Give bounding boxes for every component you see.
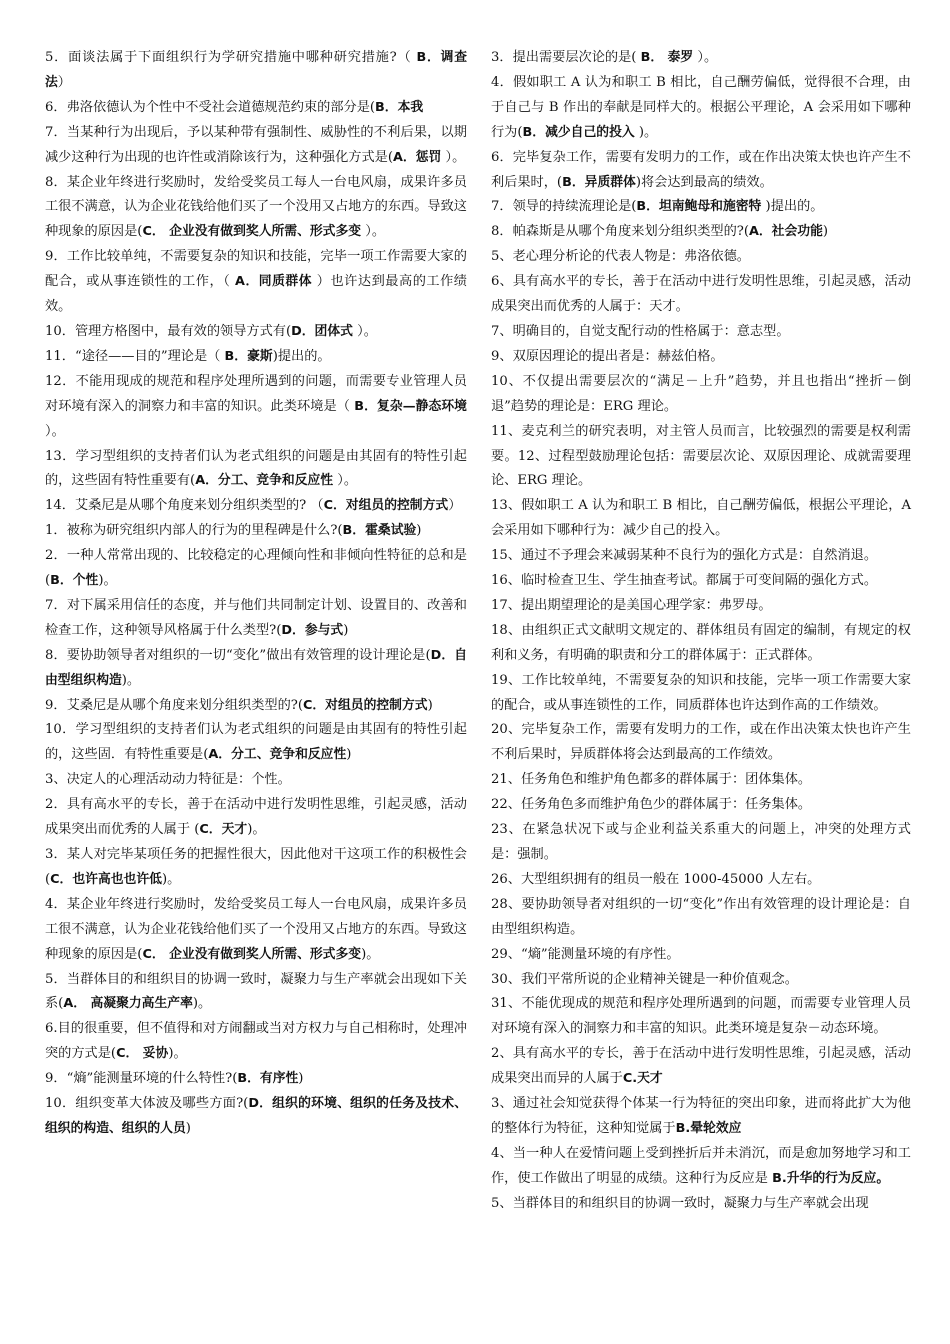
answer-text: A．分工、竞争和反应性	[195, 473, 334, 489]
question-text: 8．某企业年终进行奖励时，发给受奖员工每人一台电风扇，成果许多员工很不满意，认为企业花钱给他们买了一个没用又占地方的东西。导致这种现象的原因是(	[45, 174, 467, 240]
question-text: 5、当群体目的和组织目的协调一致时，凝聚力与生产率就会出现	[491, 1195, 869, 1211]
question-text: 29、“熵”能测量环境的有序性。	[491, 946, 680, 962]
question-tail: ）。	[693, 50, 718, 65]
answer-text: B． 泰罗	[640, 50, 694, 65]
question-item	[45, 718, 467, 768]
question-tail: )	[427, 697, 433, 713]
question-item	[491, 1042, 911, 1092]
answer-text: A． 高凝聚力高生产率	[63, 996, 193, 1012]
question-item	[491, 619, 911, 669]
question-item	[45, 968, 467, 1018]
question-item	[491, 345, 911, 370]
question-item	[491, 1092, 911, 1142]
question-text: 9．“熵”能测量环境的什么特性?(	[45, 1071, 238, 1087]
question-tail: ）。	[45, 423, 65, 439]
answer-text: B.晕轮效应	[675, 1120, 742, 1136]
question-text: 10．学习型组织的支持者们认为老式组织的问题是由其固有的特性引起的，这些固．有特性重要是(	[45, 722, 467, 763]
question-tail: )提出的。	[761, 199, 824, 215]
question-text: 30、我们平常所说的企业精神关键是一种价值观念。	[491, 971, 798, 987]
question-text: 11．“途径——目的”理论是（	[45, 348, 225, 364]
question-tail: ）。	[352, 323, 377, 339]
left-column	[45, 46, 467, 1142]
question-text: 17、提出期望理论的是美国心理学家：弗罗母。	[491, 597, 772, 613]
question-text: 7、明确目的，自觉支配行动的性格属于：意志型。	[491, 323, 790, 339]
question-item	[491, 768, 911, 793]
answer-text: B．豪斯	[224, 348, 273, 364]
question-tail: )。	[161, 871, 181, 887]
question-item	[491, 1192, 911, 1217]
question-text: 10．组织变革大体波及哪些方面?(	[45, 1096, 249, 1112]
question-text: 13、假如职工 A 认为和职工 B 相比，自己酬劳偏低，根据公平理论，A 会采用如下哪种行为：减少自己的投入。	[491, 498, 911, 539]
question-item	[45, 96, 467, 121]
right-column	[491, 46, 911, 1217]
answer-text: D．参与式	[281, 622, 344, 638]
question-text: 7．领导的持续流理论是(	[491, 199, 637, 215]
question-text: 3、通过社会知觉获得个体某一行为特征的突出印象，进而将此扩大为他的整体行为特征，这种知觉属于	[491, 1096, 911, 1136]
question-tail: )。	[361, 946, 380, 962]
question-text: 3．某人对完毕某项任务的把握性很大，因此他对干这项工作的积极性会(	[45, 847, 467, 887]
question-tail: )	[416, 523, 422, 539]
question-tail: )。	[634, 124, 658, 140]
answer-text: B.升华的行为反应。	[772, 1170, 890, 1186]
answer-text: B．有序性	[237, 1071, 299, 1087]
question-text: 6．完毕复杂工作，需要有发明力的工作，或在作出决策太快也许产生不利后果时，(	[491, 149, 911, 190]
answer-text: D．组织的环境、组织的任务及技术、组织的构造、组织的人员	[45, 1096, 468, 1136]
question-item	[45, 893, 467, 968]
question-item	[491, 669, 911, 719]
question-item	[45, 445, 467, 495]
question-item	[491, 494, 911, 544]
question-text: 6、具有高水平的专长，善于在活动中进行发明性思维，引起灵感，活动成果突出而优秀的人属于：天才。	[491, 274, 911, 315]
question-item	[45, 768, 467, 793]
question-text: 10．管理方格图中，最有效的领导方式有(	[45, 323, 292, 339]
question-tail: ）也许达到最高的工作绩效。	[45, 274, 467, 315]
question-item	[45, 594, 467, 644]
question-tail: )提出的。	[272, 348, 331, 364]
question-text: 11、麦克利兰的研究表明，对主管人员而言，比较强烈的需要是权利需要。12、过程型鼓励理论包括：需要层次论、双原因理论、成就需要理论、ERG 理论。	[491, 423, 911, 489]
answer-text: A．惩罚	[393, 149, 442, 165]
question-text: 18、由组织正式文献明文规定的、群体组员有固定的编制，有规定的权利和义务，有明确的职责和分工的群体属于：正式群体。	[491, 622, 911, 663]
answer-text: C．对组员的控制方式	[302, 697, 428, 713]
question-item	[491, 320, 911, 345]
question-item	[45, 544, 467, 594]
question-item	[45, 644, 467, 694]
question-text: 9、双原因理论的提出者是：赫兹伯格。	[491, 348, 724, 364]
answer-text: A．分工、竞争和反应性	[208, 747, 347, 763]
question-text: 14．艾桑尼是从哪个角度来划分组织类型的? （	[45, 498, 324, 514]
question-text: 8．帕森斯是从哪个角度来划分组织类型的?(	[491, 224, 749, 240]
question-text: 4．某企业年终进行奖励时，发给受奖员工每人一台电风扇，成果许多员工很不满意，认为企业花钱给他们买了一个没用又占地方的东西。导致这种现象的原因是(	[45, 896, 467, 962]
answer-text: C．对组员的控制方式	[323, 498, 449, 514]
question-text: 12．不能用现成的规范和程序处理所遇到的问题，而需要专业管理人员对环境有深入的洞察力和丰富的知识。此类环境是（	[45, 373, 467, 414]
question-item	[45, 1067, 467, 1092]
question-item	[491, 793, 911, 818]
question-tail: )。	[168, 1046, 187, 1062]
answer-text: B．个性	[50, 573, 99, 589]
question-item	[45, 793, 467, 843]
question-text: 16、临时检查卫生、学生抽查考试。都属于可变间隔的强化方式。	[491, 573, 878, 589]
question-item	[491, 46, 911, 71]
question-text: 2、具有高水平的专长，善于在活动中进行发明性思维，引起灵感，活动成果突出而异的人属于	[491, 1046, 911, 1087]
question-item	[45, 843, 467, 893]
question-text: 7．对下属采用信任的态度，并与他们共同制定计划、设置目的、改善和检查工作，这种领导风格属于什么类型?(	[45, 597, 467, 638]
question-item	[491, 220, 911, 245]
question-text: 5．当群体目的和组织目的协调一致时，凝聚力与生产率就会出现如下关系(	[45, 971, 467, 1012]
question-text: 20、完毕复杂工作，需要有发明力的工作，或在作出决策太快也许产生不利后果时，异质群体将会达到最高的工作绩效。	[491, 722, 911, 763]
question-text: 1．被称为研究组织内部人的行为的里程碑是什么?(	[45, 523, 343, 539]
answer-text: C．也许高也也许低	[50, 871, 162, 887]
question-tail: ）。	[333, 473, 358, 489]
question-item	[491, 594, 911, 619]
question-text: 28、要协助领导者对组织的一切“变化”作出有效管理的设计理论是：自由型组织构造。	[491, 896, 911, 937]
question-tail: )	[822, 224, 829, 240]
answer-text: B．坦南鲍母和施密特	[636, 199, 762, 215]
question-item	[45, 46, 467, 96]
question-tail: )	[346, 747, 352, 763]
question-item	[491, 569, 911, 594]
answer-text: B．复杂—静态环境	[354, 398, 467, 414]
answer-text: D．团体式	[291, 323, 353, 339]
question-text: 22、任务角色多而维护角色少的群体属于：任务集体。	[491, 797, 812, 813]
question-text: 5、老心理分析论的代表人物是：弗洛依德。	[491, 249, 750, 265]
question-text: 9．艾桑尼是从哪个角度来划分组织类型的?(	[45, 697, 303, 713]
answer-text: C． 企业没有做到奖人所需、形式多变	[142, 224, 362, 240]
question-item	[491, 71, 911, 146]
question-item	[45, 245, 467, 320]
question-tail: )。	[192, 996, 212, 1012]
question-item	[45, 320, 467, 345]
answer-text: D．自由型组织构造	[45, 647, 467, 688]
question-text: 6.目的很重要，但不值得和对方闹翻或当对方权力与自己相称时，处理冲突的方式是(	[45, 1021, 467, 1062]
question-text: 8．要协助领导者对组织的一切“变化”做出有效管理的设计理论是(	[45, 647, 431, 663]
question-tail: )。	[98, 573, 117, 589]
question-text: 19、工作比较单纯，不需要复杂的知识和技能，完毕一项工作需要大家的配合，或从事连锁性的工作，同质群体也许达到作高的工作绩效。	[491, 672, 911, 713]
question-tail: )	[185, 1120, 191, 1136]
answer-text: C．天才	[199, 822, 248, 838]
question-text: 23、在紧急状况下或与企业利益关系重大的问题上，冲突的处理方式是：强制。	[491, 822, 911, 862]
question-item	[491, 146, 911, 196]
question-item	[491, 893, 911, 943]
question-item	[491, 420, 911, 495]
question-item	[45, 345, 467, 370]
question-item	[491, 270, 911, 320]
question-text: 21、任务角色和维护角色都多的群体属于：团体集体。	[491, 772, 812, 788]
question-text: 6．弗洛依德认为个性中不受社会道德规范约束的部分是(	[45, 99, 376, 115]
question-item	[45, 494, 467, 519]
question-item	[45, 1017, 467, 1067]
question-text: 4．假如职工 A 认为和职工 B 相比，自己酬劳偏低，觉得很不合理，由于自己与 B 作出的奉献是同样大的。根据公平理论，A 会采用如下哪种行为(	[491, 74, 911, 140]
answer-text: A．社会功能	[748, 224, 823, 240]
answer-text: B．本我	[375, 99, 424, 115]
question-item	[491, 718, 911, 768]
question-text: 2．具有高水平的专长，善于在活动中进行发明性思维，引起灵感，活动成果突出而优秀的人属于 (	[45, 797, 467, 838]
question-tail: ）。	[441, 149, 466, 165]
question-item	[491, 868, 911, 893]
question-item	[491, 1142, 911, 1192]
question-text: 3．提出需要层次论的是(	[491, 50, 641, 65]
question-tail: )。	[121, 672, 141, 688]
question-text: 15、通过不予理会来减弱某种不良行为的强化方式是：自然消退。	[491, 548, 878, 564]
question-item	[45, 1092, 467, 1142]
question-text: 13．学习型组织的支持者们认为老式组织的问题是由其固有的特性引起的，这些固有特性重要有(	[45, 448, 467, 489]
question-text: 5．面谈法属于下面组织行为学研究措施中哪种研究措施?（	[45, 50, 417, 65]
question-item	[491, 370, 911, 420]
question-item	[491, 544, 911, 569]
question-text: 26、大型组织拥有的组员一般在 1000-45000 人左右。	[491, 871, 821, 887]
answer-text: B．霍桑试验	[342, 523, 417, 539]
answer-text: C． 妥协	[116, 1046, 169, 1062]
question-tail: ）	[448, 498, 462, 514]
question-item	[491, 968, 911, 993]
question-text: 4、当一种人在爱情问题上受到挫折后并未消沉，而是愈加努地学习和工作，使工作做出了明显的成绩。这种行为反应是	[491, 1145, 911, 1186]
question-text: 9．工作比较单纯，不需要复杂的知识和技能，完毕一项工作需要大家的配合，或从事连锁性的工作，（	[45, 249, 467, 290]
question-item	[45, 694, 467, 719]
question-item	[45, 121, 467, 171]
question-tail: )将会达到最高的绩效。	[635, 174, 773, 190]
question-tail: )。	[247, 822, 266, 838]
question-tail: ）	[57, 74, 71, 90]
question-item	[491, 943, 911, 968]
answer-text: A．同质群体	[235, 274, 313, 290]
question-item	[45, 171, 467, 246]
question-item	[491, 818, 911, 868]
question-text: 10、不仅提出需要层次的“满足－上升”趋势，并且也指出“挫折－倒退”趋势的理论是：ERG 理论。	[491, 373, 911, 414]
answer-text: C.天才	[622, 1071, 663, 1087]
question-tail: )	[298, 1071, 304, 1087]
answer-text: B．调查法	[45, 50, 467, 90]
question-text: 7．当某种行为出现后，予以某种带有强制性、威胁性的不利后果，以期减少这种行为出现的也许性或消除该行为，这种强化方式是(	[45, 124, 467, 165]
question-tail: )	[343, 622, 349, 638]
answer-text: B．减少自己的投入	[522, 124, 635, 140]
question-item	[45, 519, 467, 544]
question-item	[45, 370, 467, 445]
question-tail: ）。	[361, 224, 386, 240]
question-item	[491, 992, 911, 1042]
answer-text: C． 企业没有做到奖人所需、形式多变	[142, 946, 362, 962]
answer-text: B．异质群体	[562, 174, 636, 190]
question-text: 31、不能优现成的规范和程序处理所遇到的问题，而需要专业管理人员对环境有深入的洞察力和丰富的知识。此类环境是复杂－动态环境。	[491, 996, 911, 1037]
question-text: 2．一种人常常出现的、比较稳定的心理倾向性和非倾向性特征的总和是(	[45, 548, 467, 589]
question-text: 3、决定人的心理活动动力特征是：个性。	[45, 772, 291, 788]
question-item	[491, 195, 911, 220]
question-item	[491, 245, 911, 270]
